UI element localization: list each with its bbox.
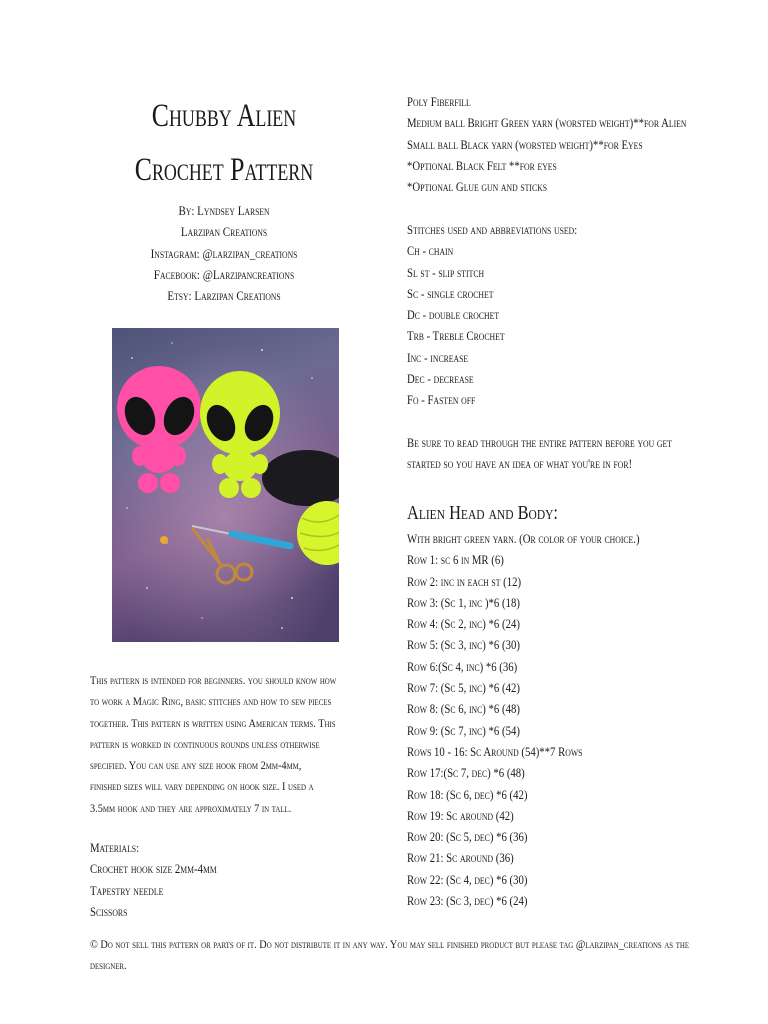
author-name: By: Lyndsey Larsen xyxy=(178,203,270,218)
note-line: Be sure to read through the entire pattern before you get xyxy=(407,436,672,450)
facebook-handle: Facebook: @Larzipancreations xyxy=(153,266,295,282)
copyright-line: © Do not sell this pattern or parts of it. Do not distribute it in any way. You may sell finished product but please tag @larzipan_creations as the xyxy=(90,937,690,951)
pattern-row: Row 7: (Sc 5, inc) *6 (42) xyxy=(407,681,520,696)
copyright-notice xyxy=(90,934,690,977)
alien-photo-illustration xyxy=(112,328,339,642)
stitch-item: Dec - decrease xyxy=(407,372,474,387)
pattern-row: Row 21: Sc around (36) xyxy=(407,851,514,866)
intro-paragraph xyxy=(90,670,375,819)
intro-line: pattern is worked in continuous rounds unless otherwise xyxy=(90,736,320,751)
pattern-row: Row 1: sc 6 in MR (6) xyxy=(407,553,504,568)
note-line: started so you have an idea of what you're in for! xyxy=(407,457,633,472)
stitch-item: Sl st - slip stitch xyxy=(407,265,485,280)
material-item: Crochet hook size 2mm-4mm xyxy=(90,862,217,877)
stitch-item: Trb - Treble Crochet xyxy=(407,329,505,344)
pattern-row: Row 3: (Sc 1, inc )*6 (18) xyxy=(407,595,520,610)
page-title-line-1: Chubby Alien xyxy=(151,98,297,134)
copyright-line: designer. xyxy=(90,958,127,973)
pattern-row: Row 18: (Sc 6, dec) *6 (42) xyxy=(407,787,528,802)
brand-name: Larzipan Creations xyxy=(180,224,268,240)
material-item: Medium ball Bright Green yarn (worsted weight)**for Alien xyxy=(407,116,687,131)
stitches-heading: Stitches used and abbreviations used: xyxy=(407,223,578,237)
instagram-handle: Instagram: @larzipan_creations xyxy=(150,245,298,261)
stitch-item: Sc - single crochet xyxy=(407,286,494,301)
materials-heading: Materials: xyxy=(90,841,140,855)
pattern-row: Row 2: inc in each st (12) xyxy=(407,574,522,589)
material-item: Tapestry needle xyxy=(90,883,164,898)
pattern-row: Row 5: (Sc 3, inc) *6 (30) xyxy=(407,638,520,653)
author-info xyxy=(90,200,358,306)
stitch-item: Fo - Fasten off xyxy=(407,393,476,408)
material-item: Poly Fiberfill xyxy=(407,95,471,109)
material-item: *Optional Black Felt **for eyes xyxy=(407,158,557,173)
pattern-row: Rows 10 - 16: Sc Around (54)**7 Rows xyxy=(407,744,583,759)
pattern-row: Row 23: (Sc 3, dec) *6 (24) xyxy=(407,894,528,909)
stitch-item: Dc - double crochet xyxy=(407,308,500,323)
stitches-list xyxy=(407,220,747,412)
pattern-row: Row 4: (Sc 2, inc) *6 (24) xyxy=(407,617,520,632)
pattern-row: Row 9: (Sc 7, inc) *6 (54) xyxy=(407,723,520,738)
pattern-row: Row 17:(Sc 7, dec) *6 (48) xyxy=(407,766,525,781)
material-item: Small ball Black yarn (worsted weight)**for Eyes xyxy=(407,137,643,152)
pattern-rows xyxy=(407,529,747,912)
intro-line: This pattern is intended for beginners. you should know how xyxy=(90,673,337,687)
stitch-marker xyxy=(160,536,168,544)
etsy-shop: Etsy: Larzipan Creations xyxy=(167,288,281,304)
intro-line: to work a Magic Ring, basic stitches and how to sew pieces xyxy=(90,694,332,709)
intro-line: together. This pattern is written using American terms. This xyxy=(90,715,336,730)
pattern-row: Row 22: (Sc 4, dec) *6 (30) xyxy=(407,872,528,887)
stitch-item: Inc - increase xyxy=(407,350,469,365)
section-intro: With bright green yarn. (Or color of your choice.) xyxy=(407,532,640,546)
intro-line: finished sizes will vary depending on hook size. I used a xyxy=(90,779,314,794)
stitch-item: Ch - chain xyxy=(407,244,454,259)
pattern-row: Row 6:(Sc 4, inc) *6 (36) xyxy=(407,659,518,674)
intro-line: specified. You can use any size hook from 2mm-4mm, xyxy=(90,758,302,773)
page-title-line-2: Crochet Pattern xyxy=(134,152,314,188)
pattern-row: Row 20: (Sc 5, dec) *6 (36) xyxy=(407,830,528,845)
pattern-row: Row 19: Sc around (42) xyxy=(407,808,514,823)
section-title: Alien Head and Body: xyxy=(407,502,558,524)
material-item: *Optional Glue gun and sticks xyxy=(407,180,548,195)
material-item: Scissors xyxy=(90,904,128,919)
materials-list xyxy=(90,838,370,923)
read-through-note xyxy=(407,433,747,476)
alien-photo xyxy=(112,328,339,642)
intro-line: 3.5mm hook and they are approximately 7 in tall. xyxy=(90,800,292,815)
pattern-row: Row 8: (Sc 6, inc) *6 (48) xyxy=(407,702,520,717)
materials-continued xyxy=(407,92,747,198)
